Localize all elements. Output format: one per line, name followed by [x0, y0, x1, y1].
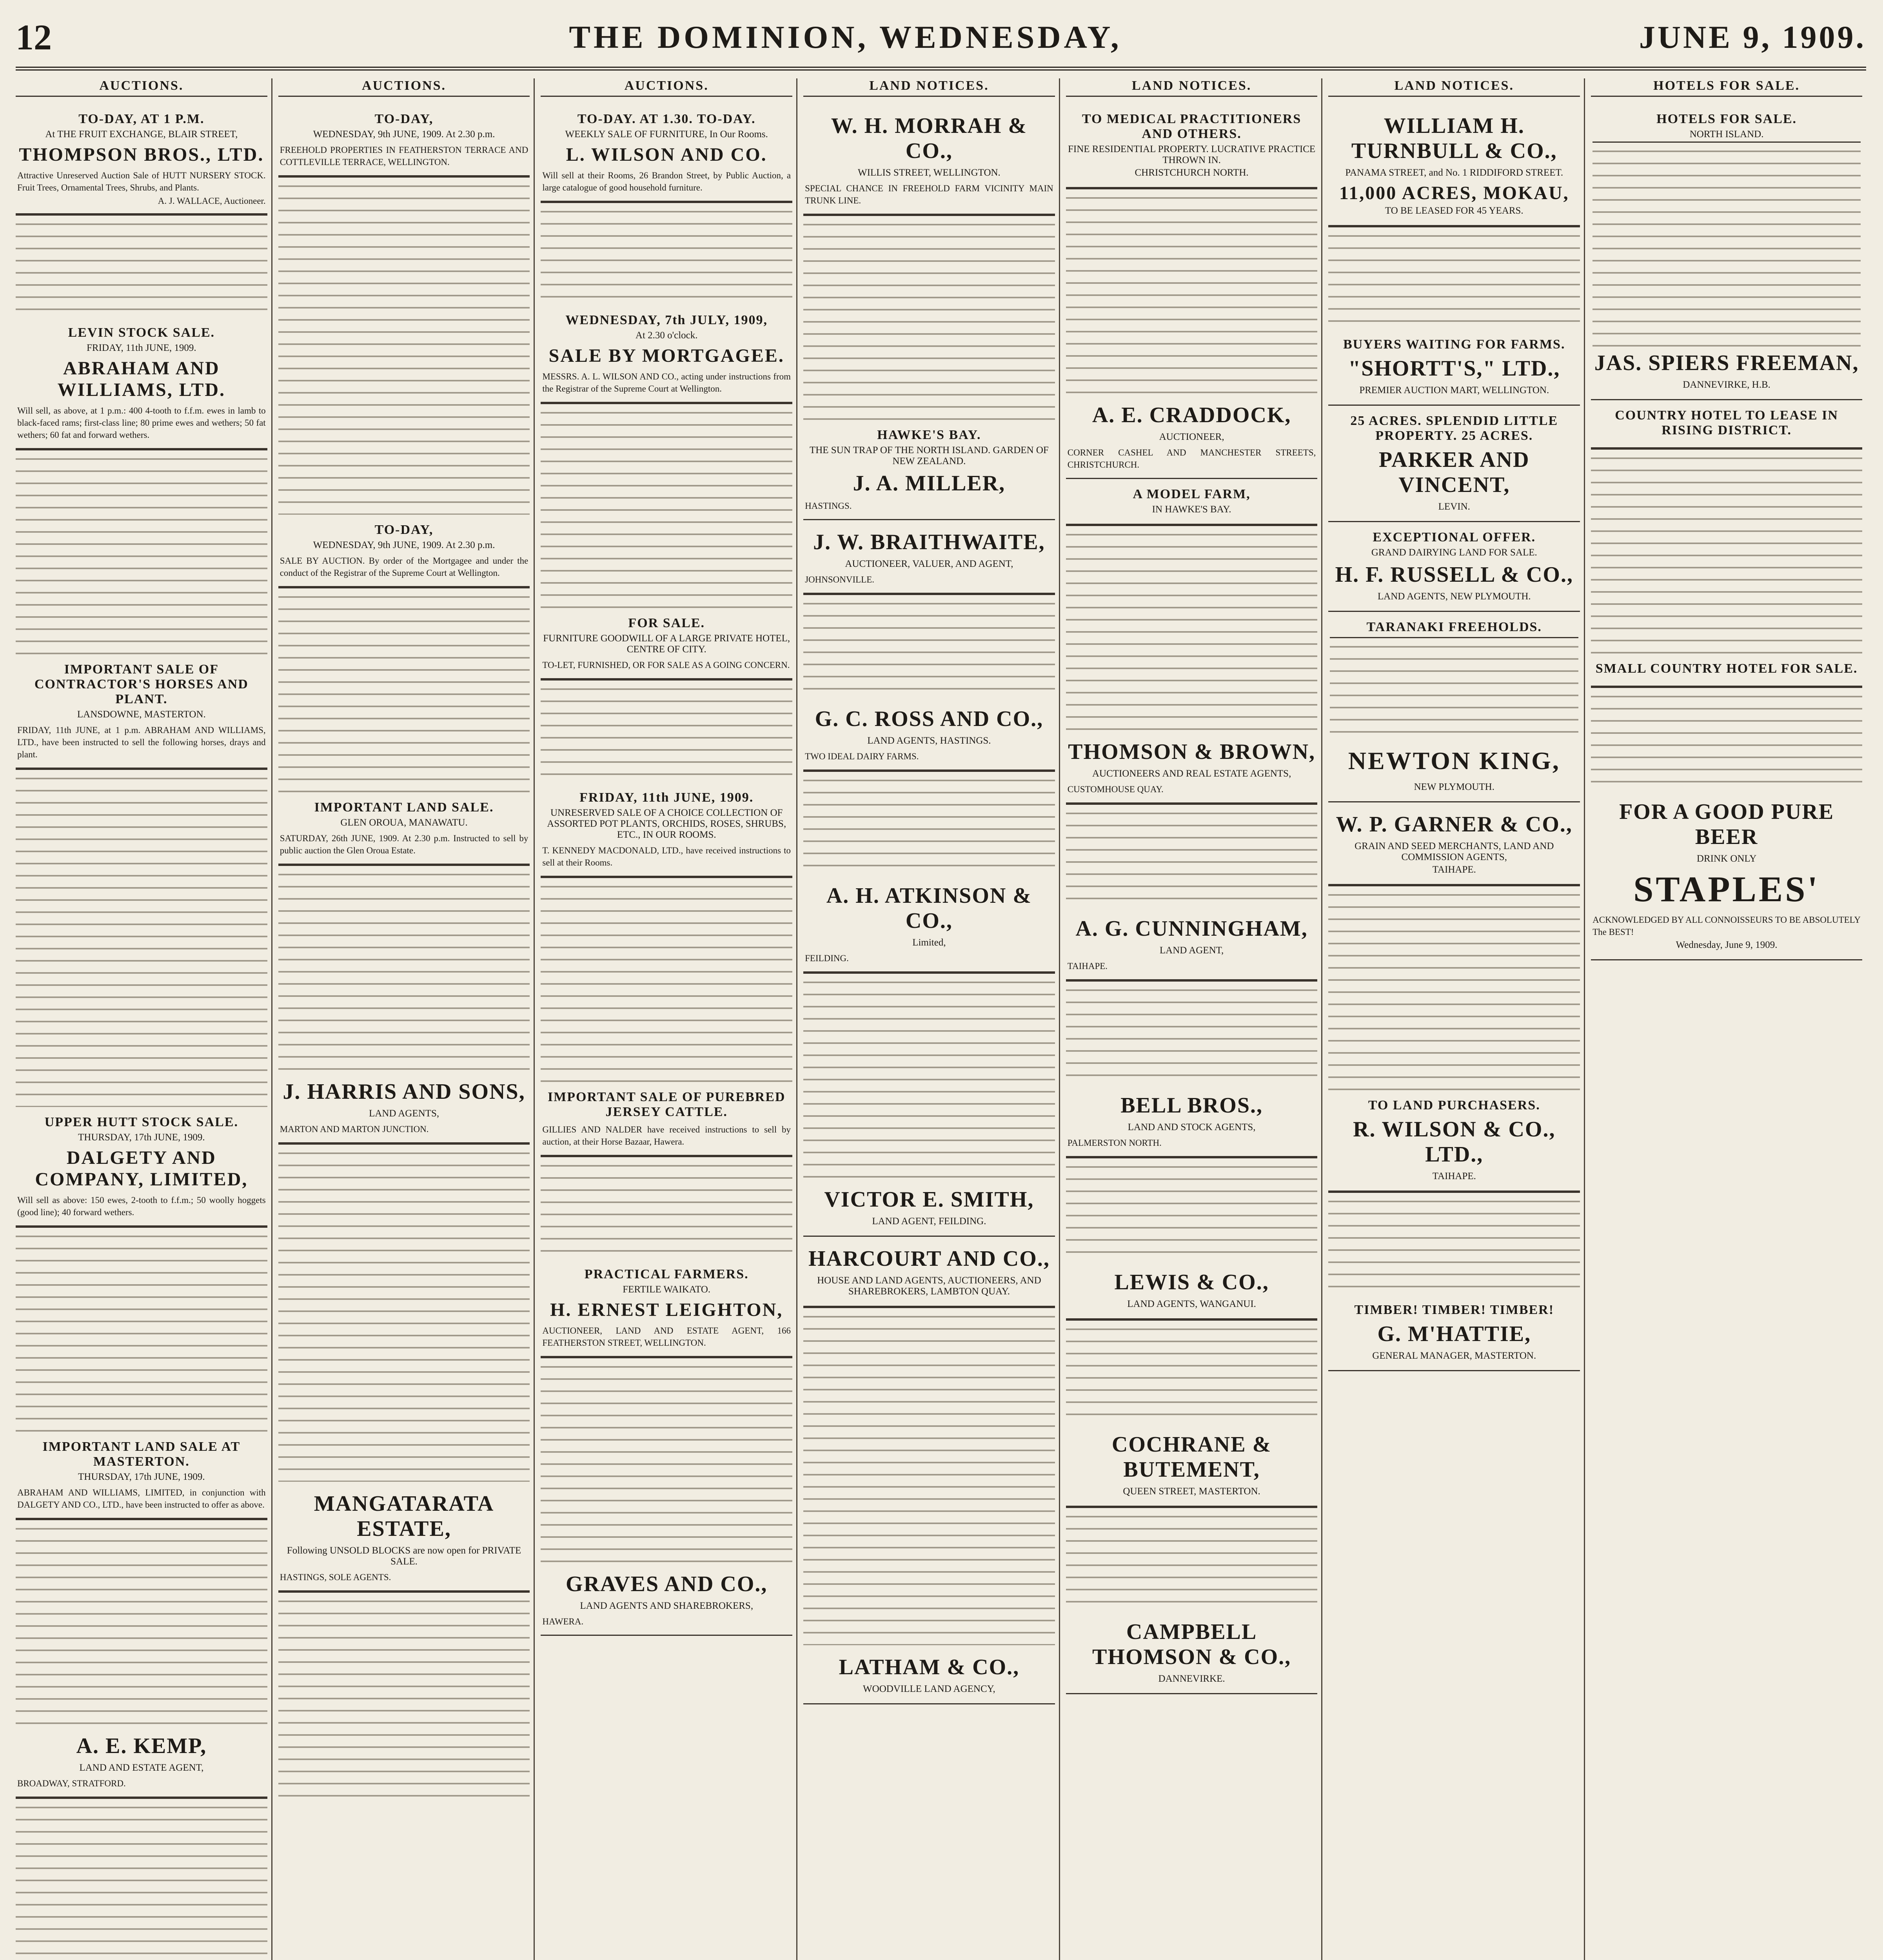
ad-weekly-furniture [541, 104, 792, 202]
text-block [1330, 637, 1578, 740]
ad-title: SMALL COUNTRY HOTEL FOR SALE. [1595, 661, 1858, 676]
ad-thomson-brown [1066, 730, 1318, 804]
ad-body: Will sell, as above, at 1 p.m.: 400 4-tooth to f.f.m. ewes in lamb to black-faced rams; first-class line; 80 prime ewes and wethers; 50 fat wethers; 60 fat and forward wethers. [17, 406, 266, 440]
firm-name: ABRAHAM AND WILLIAMS, LTD. [57, 358, 226, 400]
ad-title: FOR A GOOD PURE BEER [1619, 800, 1834, 849]
ad-subtitle: THURSDAY, 17th JUNE, 1909. [78, 1472, 205, 1482]
ad-body: SPECIAL CHANCE IN FREEHOLD FARM VICINITY MAIN TRUNK LINE. [805, 183, 1053, 205]
ad-body: ACKNOWLEDGED BY ALL CONNOISSEURS TO BE ABSOLUTELY The BEST! [1592, 915, 1861, 937]
ad-body: TAIHAPE. [1067, 961, 1108, 971]
text-block [278, 176, 530, 515]
firm-name: H. F. RUSSELL & CO., [1335, 563, 1573, 587]
firm-name: J. A. MILLER, [853, 471, 1006, 495]
ad-body: MARTON AND MARTON JUNCTION. [280, 1124, 429, 1134]
ad-title: HOTELS FOR SALE. [1656, 112, 1797, 126]
text-block [278, 1143, 530, 1482]
ad-dairying-land [1328, 522, 1580, 612]
ad-body: Attractive Unreserved Auction Sale of HUTT NURSERY STOCK. Fruit Trees, Ornamental Trees, Shrubs, and Plants. [17, 171, 266, 192]
ad-subtitle: LAND AGENTS, HASTINGS. [867, 735, 991, 746]
ad-levin-stock-sale [16, 318, 267, 449]
ad-body: ABRAHAM AND WILLIAMS, LIMITED, in conjunction with DALGETY AND CO., LTD., have been instructed to offer as above. [17, 1488, 266, 1510]
ad-victor-smith [803, 1178, 1055, 1237]
text-block [1328, 885, 1580, 1090]
ad-title: TO-DAY, [374, 523, 434, 537]
ad-subtitle: WEEKLY SALE OF FURNITURE, In Our Rooms. [565, 129, 768, 140]
ad-title: A. E. CRADDOCK, [1092, 403, 1291, 427]
text-block [16, 214, 267, 318]
ad-title: HARCOURT AND CO., [808, 1247, 1050, 1271]
ad-title: VICTOR E. SMITH, [824, 1187, 1034, 1212]
ad-subtitle: Limited, [912, 937, 946, 948]
column-header: AUCTIONS. [541, 78, 792, 97]
text-block [541, 1357, 792, 1562]
ad-body: JOHNSONVILLE. [805, 575, 875, 584]
text-block [1066, 1507, 1318, 1610]
ad-title: COUNTRY HOTEL TO LEASE IN RISING DISTRICT. [1615, 408, 1838, 437]
ad-body: PREMIER AUCTION MART, WELLINGTON. [1359, 385, 1549, 396]
ad-body: TWO IDEAL DAIRY FARMS. [805, 751, 919, 761]
ad-title: IMPORTANT LAND SALE AT MASTERTON. [42, 1439, 241, 1469]
ad-title: LEVIN STOCK SALE. [68, 325, 215, 340]
ad-subtitle: PANAMA STREET, and No. 1 RIDDIFORD STREET. [1345, 167, 1563, 178]
ad-title: COCHRANE & BUTEMENT, [1111, 1432, 1272, 1482]
ad-title: CAMPBELL THOMSON & CO., [1092, 1620, 1291, 1669]
firm-name: PARKER AND VINCENT, [1379, 448, 1530, 497]
text-block [803, 973, 1055, 1178]
ad-title: J. HARRIS AND SONS, [283, 1080, 525, 1104]
ad-subtitle: LAND AGENTS, WANGANUI. [1127, 1299, 1256, 1309]
ad-title: TO MEDICAL PRACTITIONERS AND OTHERS. [1082, 112, 1302, 141]
column-3 [541, 78, 797, 1960]
text-block [16, 449, 267, 654]
ad-cochrane-butement [1066, 1423, 1318, 1507]
text-block [16, 1798, 267, 1960]
ad-subtitle: At 2.30 o'clock. [635, 330, 698, 341]
ad-small-country-hotel [1591, 653, 1862, 687]
ad-subtitle: AUCTIONEER, VALUER, AND AGENT, [845, 559, 1013, 569]
text-block [1592, 142, 1861, 347]
ad-taranaki-freeholds [1328, 612, 1580, 802]
ad-subtitle: WILLIS STREET, WELLINGTON. [857, 167, 1001, 178]
ad-campbell-thomson [1066, 1610, 1318, 1694]
ad-body: GENERAL MANAGER, MASTERTON. [1372, 1350, 1536, 1361]
ad-turnbull [1328, 104, 1580, 226]
ad-timber [1328, 1295, 1580, 1371]
ad-title: IMPORTANT LAND SALE. [314, 800, 494, 815]
ad-body: SATURDAY, 26th JUNE, 1909. At 2.30 p.m. Instructed to sell by public auction the Glen Oroua Estate. [280, 833, 528, 855]
ad-jersey-cattle [541, 1082, 792, 1156]
ad-subtitle: GRAND DAIRYING LAND FOR SALE. [1371, 547, 1537, 558]
ad-title: WILLIAM H. TURNBULL & CO., [1351, 114, 1557, 163]
ad-sale-by-mortgagee [541, 305, 792, 403]
ad-subtitle: LAND AGENTS AND SHAREBROKERS, [580, 1601, 754, 1611]
ad-subtitle: AUCTIONEER, [1159, 432, 1224, 442]
ad-body: TO BE LEASED FOR 45 YEARS. [1385, 205, 1523, 216]
imprint-date: Wednesday, June 9, 1909. [1676, 940, 1778, 950]
ad-body: HAWERA. [542, 1617, 584, 1626]
firm-name: G. M'HATTIE, [1377, 1322, 1531, 1346]
ad-glen-oroua [278, 792, 530, 865]
ad-title: EXCEPTIONAL OFFER. [1373, 530, 1536, 544]
text-block [1066, 1157, 1318, 1260]
ad-subtitle: GLEN OROUA, MANAWATU. [340, 817, 468, 828]
ad-harcourt [803, 1237, 1055, 1307]
text-block [1066, 804, 1318, 907]
text-block [1591, 448, 1862, 653]
ad-latham [803, 1645, 1055, 1704]
ad-body: BROADWAY, STRATFORD. [17, 1779, 126, 1788]
ad-harris-and-sons [278, 1070, 530, 1143]
column-2 [278, 78, 535, 1960]
page-number: 12 [16, 17, 52, 57]
text-block [541, 202, 792, 305]
ad-title: HAWKE'S BAY. [877, 428, 981, 442]
text-block [278, 1592, 530, 1797]
ad-body: GILLIES AND NALDER have received instructions to sell by auction, at their Horse Bazaar, Hawera. [542, 1125, 791, 1147]
ad-body: CUSTOMHOUSE QUAY. [1067, 784, 1164, 794]
text-block [16, 1227, 267, 1432]
text-block [541, 403, 792, 608]
ad-body: PALMERSTON NORTH. [1067, 1138, 1162, 1148]
ad-title: J. W. BRAITHWAITE, [813, 530, 1045, 554]
ad-title: LEWIS & CO., [1114, 1270, 1269, 1294]
ad-body: TAIHAPE. [1432, 864, 1476, 875]
firm-name: JAS. SPIERS FREEMAN, [1594, 351, 1859, 375]
ad-subtitle: LAND AGENTS, [369, 1108, 439, 1119]
ad-title: G. C. ROSS AND CO., [815, 707, 1044, 731]
ad-body: FRIDAY, 11th JUNE, at 1 p.m. ABRAHAM AND WILLIAMS, LTD., have been instructed to sell the following horses, drays and plant. [17, 725, 266, 759]
ad-body: T. KENNEDY MACDONALD, LTD., have received instructions to sell at their Rooms. [542, 846, 791, 867]
ad-title: MANGATARATA ESTATE, [314, 1492, 494, 1541]
ad-subtitle: FINE RESIDENTIAL PROPERTY. LUCRATIVE PRACTICE THROWN IN. [1068, 144, 1316, 165]
ad-title: IMPORTANT SALE OF PUREBRED JERSEY CATTLE. [547, 1090, 786, 1119]
ad-model-farm [1066, 479, 1318, 525]
ad-title: A MODEL FARM, [1133, 487, 1251, 501]
ad-title: 25 ACRES. SPLENDID LITTLE PROPERTY. 25 ACRES. [1350, 414, 1558, 443]
ad-subtitle: AUCTIONEERS AND REAL ESTATE AGENTS, [1092, 768, 1291, 779]
text-block [803, 1307, 1055, 1645]
ad-medical-practitioners [1066, 104, 1318, 188]
ad-subtitle: FRIDAY, 11th JUNE, 1909. [87, 343, 196, 353]
ad-title: A. H. ATKINSON & CO., [826, 884, 1032, 933]
ad-body: MESSRS. A. L. WILSON AND CO., acting under instructions from the Registrar of the Supreme Court at Wellington. [542, 372, 791, 394]
text-block [1066, 1319, 1318, 1423]
ad-morrah [803, 104, 1055, 215]
ad-title: THOMSON & BROWN, [1068, 740, 1316, 764]
ad-subtitle: WEDNESDAY, 9th JUNE, 1909. At 2.30 p.m. [313, 540, 495, 550]
column-6 [1328, 78, 1585, 1960]
ad-subtitle: DANNEVIRKE. [1158, 1673, 1225, 1684]
firm-name: THOMPSON BROS., LTD. [19, 144, 264, 165]
column-header: LAND NOTICES. [803, 78, 1055, 97]
text-block [1066, 980, 1318, 1083]
firm-name: R. WILSON & CO., LTD., [1353, 1117, 1556, 1167]
ad-mortgagee-sale [278, 515, 530, 587]
ad-hutt-nursery [16, 104, 267, 214]
text-block [16, 1519, 267, 1724]
ad-footer: A. J. WALLACE, Auctioneer. [158, 196, 266, 206]
ad-hotels-for-sale [1591, 104, 1862, 400]
column-header: LAND NOTICES. [1066, 78, 1318, 97]
ad-splendid-property [1328, 406, 1580, 522]
ad-title: TIMBER! TIMBER! TIMBER! [1354, 1303, 1554, 1317]
paper-name: THE DOMINION, WEDNESDAY, [569, 19, 1122, 55]
ad-subtitle: LAND AGENT, FEILDING. [872, 1216, 986, 1227]
column-4 [803, 78, 1060, 1960]
ad-body: HASTINGS, SOLE AGENTS. [280, 1572, 391, 1582]
text-block [803, 771, 1055, 874]
text-block [278, 587, 530, 792]
ad-title: TO-DAY. AT 1.30. TO-DAY. [577, 112, 756, 126]
ad-subtitle: At THE FRUIT EXCHANGE, BLAIR STREET, [45, 129, 238, 140]
ad-upper-hutt-sale [16, 1107, 267, 1227]
ad-hotel-furniture [541, 608, 792, 679]
masthead [16, 8, 1866, 71]
ad-body: NEW PLYMOUTH. [1414, 782, 1494, 792]
ad-title: GRAVES AND CO., [566, 1572, 768, 1596]
firm-name: H. ERNEST LEIGHTON, [550, 1299, 783, 1320]
ad-bell-bros [1066, 1083, 1318, 1157]
ad-title: PRACTICAL FARMERS. [584, 1267, 749, 1281]
column-5 [1066, 78, 1323, 1960]
ad-subtitle: FURNITURE GOODWILL OF A LARGE PRIVATE HOTEL, CENTRE OF CITY. [543, 633, 790, 655]
columns [16, 78, 1866, 1960]
column-header: LAND NOTICES. [1328, 78, 1580, 97]
ad-subtitle: GRAIN AND SEED MERCHANTS, LAND AND COMMISSION AGENTS, [1355, 841, 1554, 862]
ad-body: FEILDING. [805, 953, 849, 963]
text-block [16, 769, 267, 1107]
ad-title: WEDNESDAY, 7th JULY, 1909, [565, 313, 768, 327]
ad-title: TO-DAY, [374, 112, 434, 126]
text-block [541, 1156, 792, 1259]
ad-subtitle: IN HAWKE'S BAY. [1152, 504, 1231, 515]
ad-ross [803, 697, 1055, 771]
firm-name: NEWTON KING, [1348, 747, 1560, 775]
text-block [541, 679, 792, 782]
ad-title: BELL BROS., [1120, 1093, 1263, 1118]
ad-body: SALE BY AUCTION. By order of the Mortgagee and under the conduct of the Registrar of the Supreme Court at Wellington. [280, 556, 528, 578]
issue-date: JUNE 9, 1909. [1639, 19, 1866, 55]
ad-subtitle: DRINK ONLY [1696, 853, 1757, 864]
ad-craddock [1066, 393, 1318, 479]
column-header: HOTELS FOR SALE. [1591, 78, 1862, 97]
ad-body: CORNER CASHEL AND MANCHESTER STREETS, CHRISTCHURCH. [1067, 448, 1316, 470]
ad-subtitle: QUEEN STREET, MASTERTON. [1123, 1486, 1260, 1497]
firm-name: DALGETY AND COMPANY, LIMITED, [35, 1147, 248, 1190]
column-1 [16, 78, 272, 1960]
ad-featherston-terrace [278, 104, 530, 176]
text-block [803, 594, 1055, 697]
ad-subtitle: NORTH ISLAND. [1689, 129, 1764, 140]
ad-subtitle: HOUSE AND LAND AGENTS, AUCTIONEERS, AND SHAREBROKERS, LAMBTON QUAY. [817, 1275, 1041, 1297]
ad-masterton-land-sale [16, 1432, 267, 1519]
ad-braithwaite [803, 520, 1055, 594]
ad-body: TAIHAPE. [1432, 1171, 1476, 1181]
text-block [1066, 525, 1318, 730]
ad-land-purchasers [1328, 1090, 1580, 1192]
ad-atkinson [803, 874, 1055, 973]
ad-title: LATHAM & CO., [839, 1655, 1020, 1679]
ad-title: UPPER HUTT STOCK SALE. [44, 1115, 238, 1129]
ad-subtitle: WOODVILLE LAND AGENCY, [863, 1684, 995, 1694]
text-block [541, 877, 792, 1082]
ad-garner [1328, 802, 1580, 885]
ad-contractors-horses [16, 654, 267, 769]
ad-graves [541, 1562, 792, 1636]
ad-miller [803, 420, 1055, 520]
ad-country-hotel-lease [1591, 400, 1862, 448]
ad-body: AUCTIONEER, LAND AND ESTATE AGENT, 166 FEATHERSTON STREET, WELLINGTON. [542, 1326, 791, 1348]
ad-subtitle: UNRESERVED SALE OF A CHOICE COLLECTION OF ASSORTED POT PLANTS, ORCHIDS, ROSES, SHRUBS, ETC., IN OUR ROOMS. [547, 808, 786, 840]
ad-subtitle: FERTILE WAIKATO. [623, 1284, 711, 1295]
text-block [1591, 687, 1862, 790]
column-header: AUCTIONS. [278, 78, 530, 97]
ad-lewis [1066, 1260, 1318, 1319]
ad-body: LEVIN. [1438, 501, 1470, 512]
ad-title: FOR SALE. [628, 616, 705, 630]
ad-staples-beer [1591, 790, 1862, 960]
ad-pot-plants [541, 782, 792, 877]
ad-subtitle: LAND AND STOCK AGENTS, [1128, 1122, 1256, 1132]
ad-body: TO-LET, FURNISHED, OR FOR SALE AS A GOING CONCERN. [542, 660, 790, 670]
text-block [1328, 1192, 1580, 1295]
ad-waikato-farmers [541, 1259, 792, 1357]
ad-title: FRIDAY, 11th JUNE, 1909. [579, 790, 754, 805]
ad-title: W. P. GARNER & CO., [1336, 812, 1572, 837]
text-block [1066, 188, 1318, 393]
column-7 [1591, 78, 1866, 1960]
firm-name: 11,000 ACRES, MOKAU, [1339, 183, 1569, 203]
ad-body: LAND AGENTS, NEW PLYMOUTH. [1377, 591, 1531, 602]
ad-mangatarata-estate [278, 1482, 530, 1592]
ad-subtitle: THE SUN TRAP OF THE NORTH ISLAND. GARDEN OF NEW ZEALAND. [809, 445, 1049, 466]
ad-title: TO LAND PURCHASERS. [1368, 1098, 1540, 1112]
ad-subtitle: WEDNESDAY, 9th JUNE, 1909. At 2.30 p.m. [313, 129, 495, 140]
ad-title: TO-DAY, AT 1 P.M. [78, 112, 205, 126]
ad-subtitle: LAND AND ESTATE AGENT, [79, 1762, 204, 1773]
text-block [1328, 226, 1580, 329]
ad-title: IMPORTANT SALE OF CONTRACTOR'S HORSES AND PLANT. [34, 662, 249, 706]
firm-name: "SHORTT'S," LTD., [1348, 356, 1560, 381]
ad-title: A. E. KEMP, [76, 1734, 207, 1758]
ad-body: DANNEVIRKE, H.B. [1683, 379, 1770, 390]
ad-buyers-waiting [1328, 329, 1580, 406]
column-header: AUCTIONS. [16, 78, 267, 97]
ad-location: CHRISTCHURCH NORTH. [1135, 167, 1249, 178]
ad-cunningham [1066, 907, 1318, 980]
firm-name: L. WILSON AND CO. [566, 144, 767, 165]
ad-subtitle: THURSDAY, 17th JUNE, 1909. [78, 1132, 205, 1143]
ad-body: Will sell at their Rooms, 26 Brandon Street, by Public Auction, a large catalogue of good household furniture. [542, 171, 791, 192]
ad-kemp [16, 1724, 267, 1798]
ad-body: HASTINGS. [805, 501, 852, 511]
ad-title: TARANAKI FREEHOLDS. [1366, 620, 1542, 634]
brand-name: STAPLES' [1633, 869, 1820, 909]
ad-title: A. G. CUNNINGHAM, [1075, 916, 1308, 941]
ad-body: Will sell as above: 150 ewes, 2-tooth to f.f.m.; 50 woolly hoggets (good line); 40 forward wethers. [17, 1195, 266, 1217]
ad-title: W. H. MORRAH & CO., [831, 114, 1028, 163]
ad-subtitle: LANSDOWNE, MASTERTON. [77, 709, 206, 720]
ad-subtitle: LAND AGENT, [1159, 945, 1224, 956]
ad-title: BUYERS WAITING FOR FARMS. [1343, 337, 1565, 352]
text-block [803, 215, 1055, 420]
text-block [278, 865, 530, 1070]
ad-subtitle: Following UNSOLD BLOCKS are now open for PRIVATE SALE. [287, 1545, 521, 1567]
ad-body: FREEHOLD PROPERTIES IN FEATHERSTON TERRACE AND COTTLEVILLE TERRACE, WELLINGTON. [280, 145, 528, 167]
firm-name: SALE BY MORTGAGEE. [548, 345, 784, 366]
